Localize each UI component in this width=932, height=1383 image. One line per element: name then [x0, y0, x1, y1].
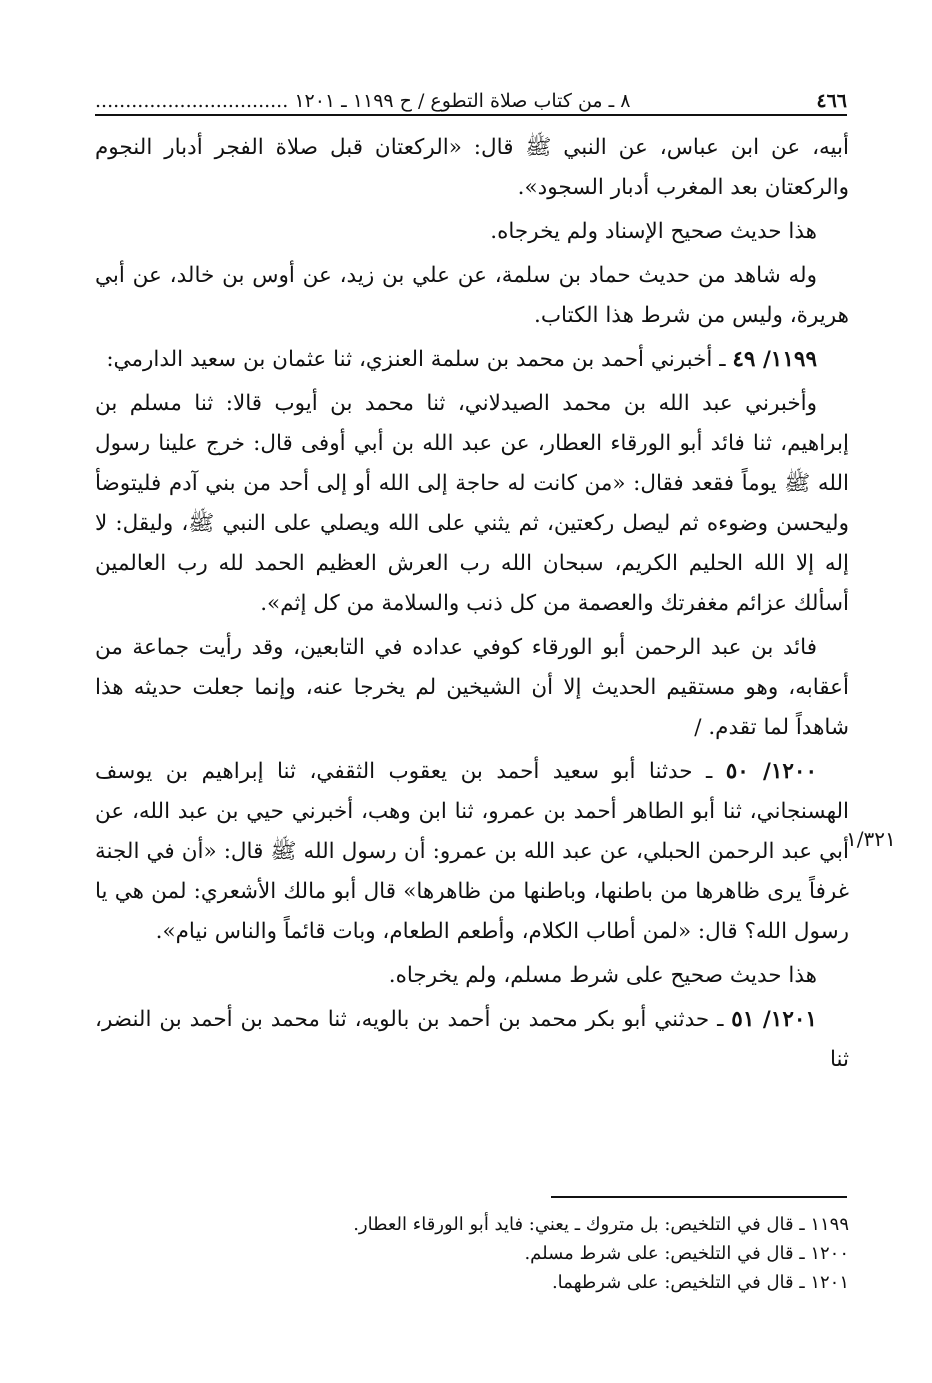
hadith-1200 [95, 752, 849, 952]
paragraph-verdict-2: هذا حديث صحيح على شرط مسلم، ولم يخرجاه. [388, 963, 817, 988]
hadith-text-1200: ـ حدثنا أبو سعيد أحمد بن يعقوب الثقفي، ثنا إبراهيم بن يوسف الهسنجاني، ثنا أبو الطاهر أحمد بن عمرو، ثنا ابن وهب، أخبرني حيي بن عبد الله، عن أبي عبد الرحمن الحبلي، عن عبد الله بن عمرو: أن رسول الله ﷺ قال: «أن في الجنة غرفاً يرى ظاهرها من باطنها، وباطنها من ظاهرها» قال أبو مالك الأشعري: لمن هي يا رسول الله؟ قال: «لمن أطاب الكلام، وأطعم الطعام، وبات قائماً والناس نيام». [95, 759, 849, 944]
footnote-divider [551, 1196, 847, 1198]
footnote-1199: ١١٩٩ ـ قال في التلخيص: بل متروك ـ يعني: فايد أبو الورقاء العطار. [353, 1214, 849, 1235]
footnote-1201: ١٢٠١ ـ قال في التلخيص: على شرطهما. [551, 1272, 849, 1293]
hadith-number-1200: ١٢٠٠/ ٥٠ [725, 759, 818, 784]
running-title: ٨ ـ من كتاب صلاة التطوع / ح ١١٩٩ ـ ١٢٠١ ................................ [95, 90, 631, 112]
hadith-text-1199: ـ أخبرني أحمد بن محمد بن سلمة العنزي، ثنا عثمان بن سعيد الدارمي: [106, 347, 733, 372]
paragraph-verdict-1: هذا حديث صحيح الإسناد ولم يخرجاه. [490, 219, 817, 244]
hadith-number-1199: ١١٩٩/ ٤٩ [732, 347, 817, 372]
paragraph-chain-1199: وأخبرني عبد الله بن محمد الصيدلاني، ثنا محمد بن أيوب قالا: ثنا مسلم بن إبراهيم، ثنا فائد أبو الورقاء العطار، عن عبد الله بن أبي أوفى قال: خرج علينا رسول الله ﷺ يوماً فقعد فقال: «من كانت له حاجة إلى الله أو إلى أحد من بني آدم فليتوضأ وليحسن وضوءه ثم ليصل ركعتين، ثم يثني على الله ويصلي على النبي ﷺ، وليقل: لا إله إلا الله الحليم الكريم، سبحان الله رب العرش العظيم الحمد لله رب العالمين أسألك عزائم مغفرتك والعصمة من كل ذنب والسلامة من كل إثم». [95, 391, 849, 616]
paragraph-commentary: فائد بن عبد الرحمن أبو الورقاء كوفي عداده في التابعين، وقد رأيت جماعة من أعقابه، وهو مستقيم الحديث إلا أن الشيخين لم يخرجا عنه، وإنما جعلت حديثه هذا شاهداً لما تقدم. / [95, 635, 849, 740]
hadith-1199 [95, 340, 849, 380]
hadith-1201 [95, 1000, 849, 1080]
page-number: ٤٦٦ [816, 90, 847, 112]
page-header [95, 80, 847, 116]
hadith-number-1201: ١٢٠١/ ٥١ [731, 1007, 817, 1032]
footnote-1200: ١٢٠٠ ـ قال في التلخيص: على شرط مسلم. [524, 1243, 849, 1264]
margin-reference: ١/٣٢١ [846, 827, 896, 851]
paragraph-witness: وله شاهد من حديث حماد بن سلمة، عن علي بن زيد، عن أوس بن خالد، عن أبي هريرة، وليس من شرط هذا الكتاب. [95, 263, 849, 328]
paragraph-continuation: أبيه، عن ابن عباس، عن النبي ﷺ قال: «الركعتان قبل صلاة الفجر أدبار النجوم والركعتان بعد المغرب أدبار السجود». [95, 135, 849, 200]
hadith-text-1201: ـ حدثني أبو بكر محمد بن أحمد بن بالويه، ثنا محمد بن أحمد بن النضر، ثنا [95, 1007, 849, 1072]
footnotes [95, 1210, 849, 1297]
main-text [95, 128, 849, 1084]
